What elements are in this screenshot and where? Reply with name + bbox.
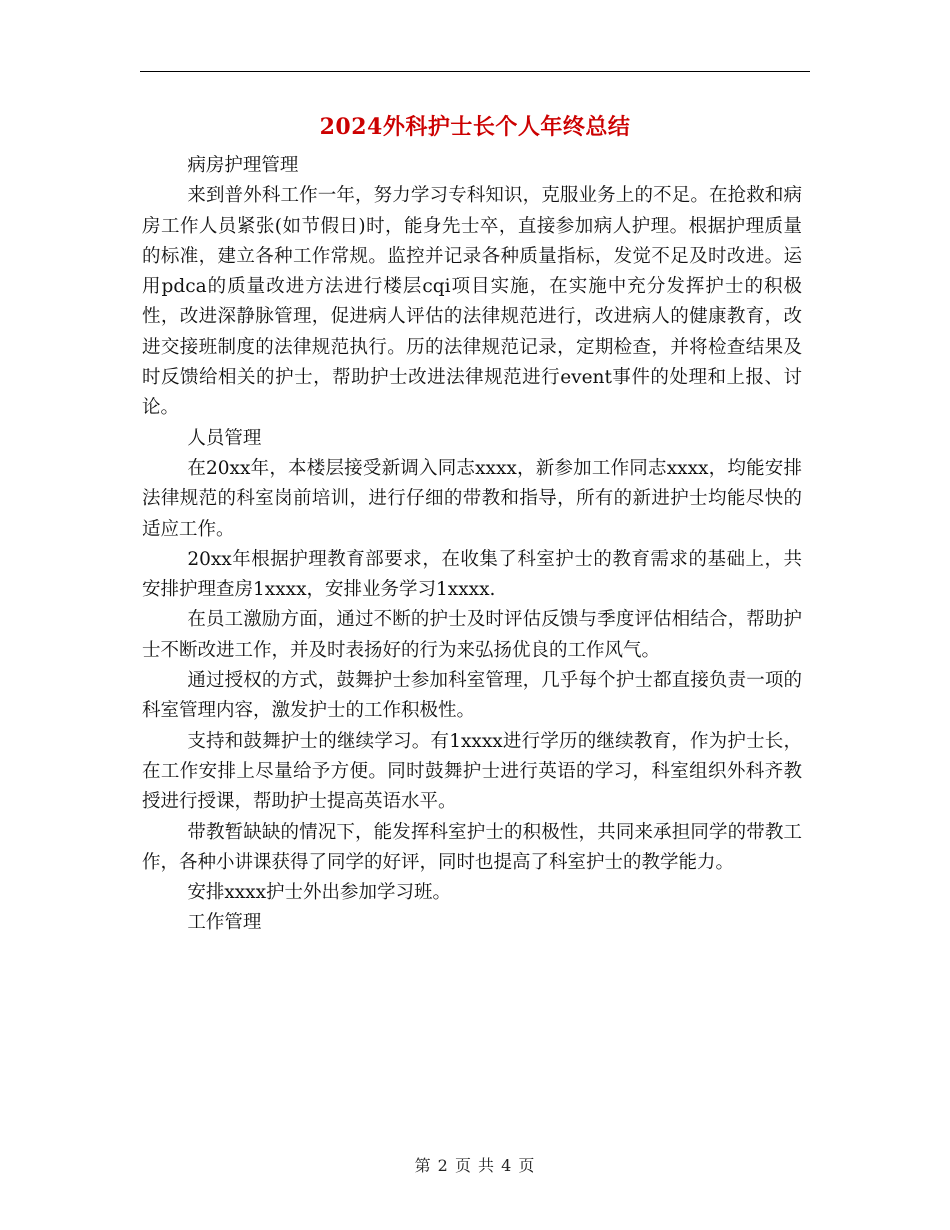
header-rule [140, 71, 810, 72]
section-heading-ward-nursing: 病房护理管理 [187, 155, 299, 176]
document-title: 2024外科护士长个人年终总结 [319, 114, 631, 140]
paragraph-education: 20xx年根据护理教育部要求，在收集了科室护士的教育需求的基础上，共安排护理查房1xxxx，安排业务学习1xxxx. [142, 548, 802, 601]
paragraph-incentive: 在员工激励方面，通过不断的护士及时评估反馈与季度评估相结合，帮助护士不断改进工作，并及时表扬好的行为来弘扬优良的工作风气。 [142, 609, 802, 661]
paragraph-continuing-study: 支持和鼓舞护士的继续学习。有1xxxx进行学历的继续教育，作为护士长，在工作安排上尽量给予方便。同时鼓舞护士进行英语的学习，科室组织外科齐教授进行授课，帮助护士提高英语水平。 [142, 730, 802, 813]
page-footer: 第 2 页 共 4 页 [414, 1156, 536, 1175]
document-body [142, 151, 802, 939]
paragraph-ward-nursing: 来到普外科工作一年，努力学习专科知识，克服业务上的不足。在抢救和病房工作人员紧张(如节假日)时，能身先士卒，直接参加病人护理。根据护理质量的标准，建立各种工作常规。监控并记录各种质量指标，发觉不足及时改进。运用pdca的质量改进方法进行楼层cqi项目实施，在实施中充分发挥护士的积极性，改进深静脉管理，促进病人评估的法律规范进行，改进病人的健康教育，改进交接班制度的法律规范执行。历的法律规范记录，定期检查，并将检查结果及时反馈给相关的护士，帮助护士改进法律规范进行event事件的处理和上报、讨论。 [142, 185, 802, 419]
paragraph-training-class: 安排xxxx护士外出参加学习班。 [187, 882, 452, 904]
section-heading-work: 工作管理 [187, 912, 262, 934]
section-heading-personnel: 人员管理 [187, 427, 262, 449]
paragraph-new-staff: 在20xx年，本楼层接受新调入同志xxxx，新参加工作同志xxxx，均能安排法律规范的科室岗前培训，进行仔细的带教和指导，所有的新进护士均能尽快的适应工作。 [142, 457, 802, 540]
paragraph-teaching: 带教暂缺缺的情况下，能发挥科室护士的积极性，共同来承担同学的带教工作，各种小讲课获得了同学的好评，同时也提高了科室护士的教学能力。 [142, 821, 802, 873]
paragraph-authorization: 通过授权的方式，鼓舞护士参加科室管理，几乎每个护士都直接负责一项的科室管理内容，激发护士的工作积极性。 [142, 670, 802, 722]
